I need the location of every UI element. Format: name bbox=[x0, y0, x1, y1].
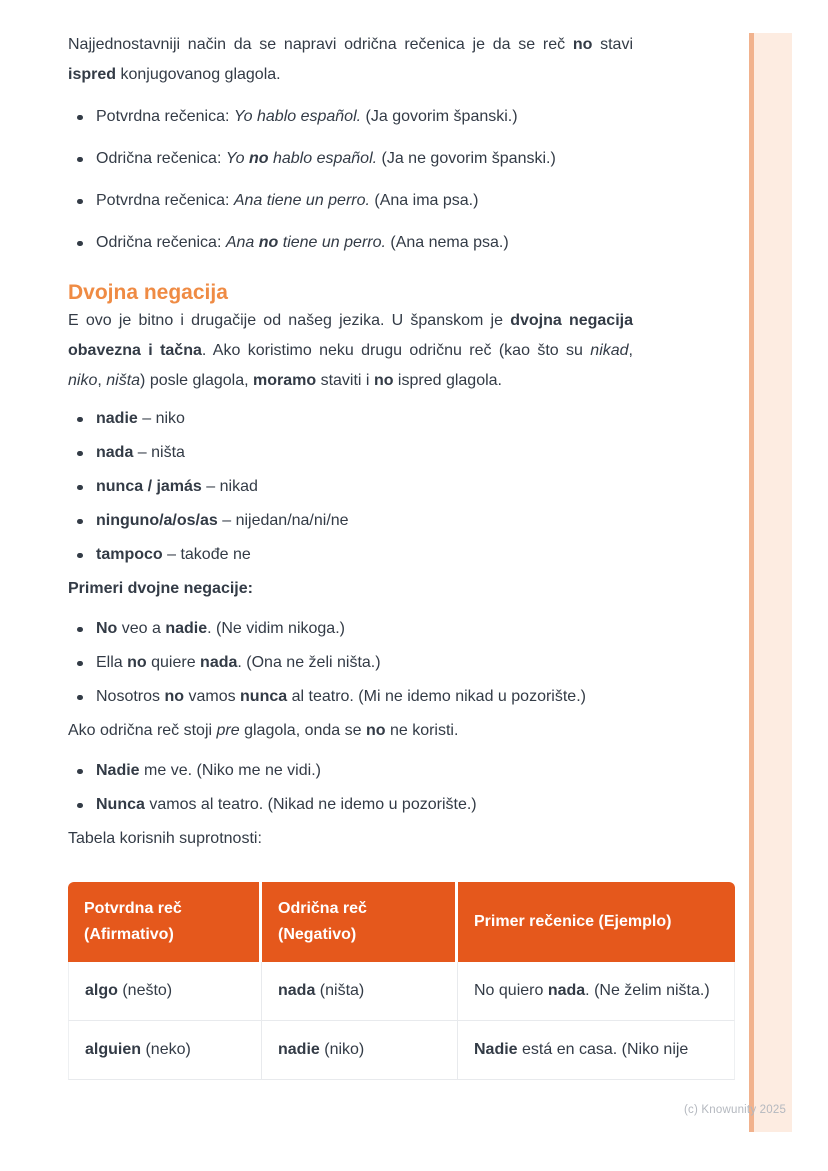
list-item: ninguno/a/os/as – nijedan/na/ni/ne bbox=[68, 506, 633, 536]
examples-label: Primeri dvojne negacije: bbox=[68, 580, 253, 597]
table-cell: No quiero nada. (Ne želim ništa.) bbox=[458, 962, 735, 1021]
negative-words-list bbox=[68, 404, 633, 570]
table-header-cell: Odrična reč (Negativo) bbox=[262, 882, 458, 962]
pre-verb-examples-list bbox=[68, 756, 633, 820]
table-header-row bbox=[68, 882, 735, 962]
list-item: Potvrdna rečenica: Ana tiene un perro. (Ana ima psa.) bbox=[68, 186, 633, 216]
list-item: Nosotros no vamos nunca al teatro. (Mi ne idemo nikad u pozorište.) bbox=[68, 682, 633, 712]
list-item: nadie – niko bbox=[68, 404, 633, 434]
list-item: tampoco – takođe ne bbox=[68, 540, 633, 570]
list-item: nunca / jamás – nikad bbox=[68, 472, 633, 502]
page-content bbox=[68, 30, 710, 1080]
affirmative-negative-examples-list bbox=[68, 102, 633, 258]
opposites-table bbox=[68, 882, 735, 1080]
list-item: Odrična rečenica: Yo no hablo español. (Ja ne govorim španski.) bbox=[68, 144, 633, 174]
table-cell: nada (ništa) bbox=[262, 962, 458, 1021]
table-cell: Nadie está en casa. (Niko nije bbox=[458, 1021, 735, 1080]
pre-verb-rule-paragraph: Ako odrična reč stoji pre glagola, onda se no ne koristi. bbox=[68, 722, 459, 739]
intro-paragraph: Najjednostavniji način da se napravi odrična rečenica je da se reč no stavi ispred konjugovanog glagola. bbox=[68, 36, 634, 83]
list-item: Odrična rečenica: Ana no tiene un perro. (Ana nema psa.) bbox=[68, 228, 633, 258]
list-item: Nadie me ve. (Niko me ne vidi.) bbox=[68, 756, 633, 786]
list-item: Ella no quiere nada. (Ona ne želi ništa.) bbox=[68, 648, 633, 678]
double-negation-paragraph: E ovo je bitno i drugačije od našeg jezika. U španskom je dvojna negacija obavezna i tačna. Ako koristimo neku drugu odričnu reč (kao što su nikad, niko, ništa) posle glagola, moramo staviti i no ispred glagola. bbox=[68, 312, 633, 389]
table-caption: Tabela korisnih suprotnosti: bbox=[68, 830, 262, 847]
table-row bbox=[68, 1021, 735, 1080]
table-cell: algo (nešto) bbox=[68, 962, 262, 1021]
list-item: Potvrdna rečenica: Yo hablo español. (Ja govorim španski.) bbox=[68, 102, 633, 132]
table-row bbox=[68, 962, 735, 1021]
list-item: No veo a nadie. (Ne vidim nikoga.) bbox=[68, 614, 633, 644]
double-negation-examples-list bbox=[68, 614, 633, 712]
section-heading-dvojna-negacija: Dvojna negacija bbox=[68, 281, 228, 304]
table-cell: nadie (niko) bbox=[262, 1021, 458, 1080]
table-header-cell: Potvrdna reč (Afirmativo) bbox=[68, 882, 262, 962]
table-header-cell: Primer rečenice (Ejemplo) bbox=[458, 882, 735, 962]
list-item: nada – ništa bbox=[68, 438, 633, 468]
list-item: Nunca vamos al teatro. (Nikad ne idemo u pozorište.) bbox=[68, 790, 633, 820]
copyright-watermark: (c) Knowunity 2025 bbox=[684, 1104, 787, 1116]
table-cell: alguien (neko) bbox=[68, 1021, 262, 1080]
